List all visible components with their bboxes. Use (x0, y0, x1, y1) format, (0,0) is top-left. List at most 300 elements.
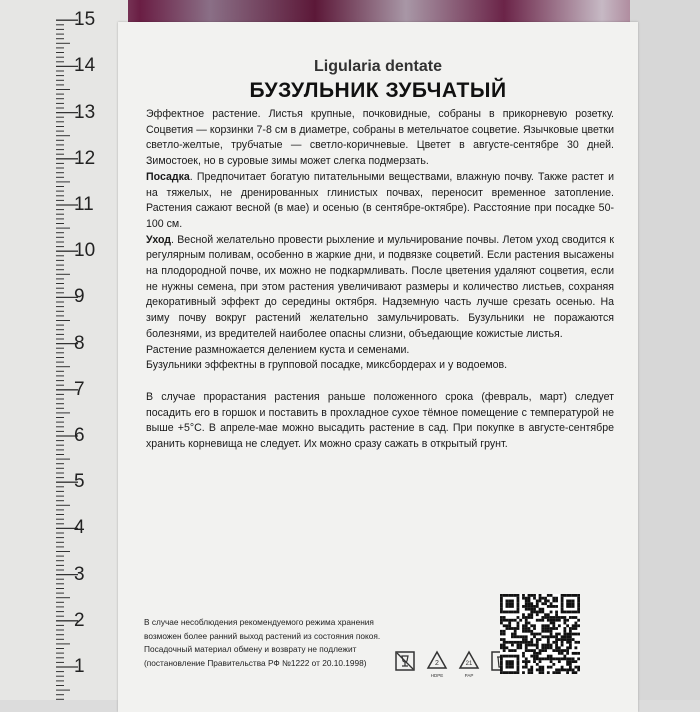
qr-module (500, 622, 503, 625)
qr-module (525, 602, 528, 605)
qr-module (536, 663, 539, 666)
qr-module (511, 660, 514, 663)
qr-module (577, 652, 580, 655)
qr-module (525, 605, 528, 608)
qr-module (569, 602, 572, 605)
qr-module (525, 627, 528, 630)
qr-module (503, 633, 506, 636)
qr-module (558, 660, 561, 663)
qr-module (572, 605, 575, 608)
qr-module (539, 619, 542, 622)
qr-module (536, 605, 539, 608)
qr-module (539, 608, 542, 611)
qr-module (552, 635, 555, 638)
qr-module (552, 597, 555, 600)
qr-module (511, 655, 514, 658)
no-glass-icon (394, 650, 416, 680)
qr-module (517, 635, 520, 638)
qr-module (539, 657, 542, 660)
qr-module (577, 600, 580, 603)
qr-module (511, 619, 514, 622)
qr-module (522, 613, 525, 616)
qr-module (544, 657, 547, 660)
qr-module (539, 597, 542, 600)
qr-module (506, 671, 509, 674)
qr-module (563, 657, 566, 660)
qr-module (500, 663, 503, 666)
qr-module (500, 619, 503, 622)
qr-module (547, 671, 550, 674)
qr-module (511, 635, 514, 638)
qr-module (550, 627, 553, 630)
qr-module (577, 608, 580, 611)
qr-module (528, 616, 531, 619)
qr-module (533, 605, 536, 608)
qr-module (544, 613, 547, 616)
qr-module (574, 666, 577, 669)
latin-name: Ligularia dentate (313, 58, 443, 75)
qr-module (525, 644, 528, 647)
qr-module (503, 649, 506, 652)
qr-module (550, 616, 553, 619)
qr-module (569, 644, 572, 647)
qr-module (506, 594, 509, 597)
qr-module (536, 641, 539, 644)
qr-module (506, 666, 509, 669)
planting-text: . Предпочитает богатую питательными веществами, влажную почву. Также растет и на тяжелых, не дренированных глинистых почвах, переносит временное затопление. Растения сажают весной (в мае) и осенью (в сентябре-октябре). Расстояние при посадке 50-100 см. (146, 170, 614, 230)
qr-module (577, 657, 580, 660)
qr-module (517, 627, 520, 630)
qr-module (555, 613, 558, 616)
qr-module (536, 644, 539, 647)
qr-module (517, 657, 520, 660)
qr-module (550, 657, 553, 660)
ruler-number: 9 (74, 286, 85, 308)
qr-module (500, 597, 503, 600)
qr-module (558, 657, 561, 660)
qr-module (517, 594, 520, 597)
qr-module (525, 666, 528, 669)
qr-module (533, 660, 536, 663)
qr-module (539, 666, 542, 669)
qr-module (528, 605, 531, 608)
qr-module (563, 611, 566, 614)
qr-module (525, 663, 528, 666)
qr-module (574, 646, 577, 649)
qr-module (506, 619, 509, 622)
qr-module (550, 611, 553, 614)
qr-module (522, 641, 525, 644)
recycling-icons (394, 650, 512, 682)
qr-module (528, 627, 531, 630)
qr-module (547, 638, 550, 641)
qr-module (511, 649, 514, 652)
qr-module (530, 608, 533, 611)
qr-module (547, 594, 550, 597)
qr-module (514, 641, 517, 644)
qr-module (569, 605, 572, 608)
qr-module (500, 666, 503, 669)
qr-module (508, 622, 511, 625)
qr-module (525, 616, 528, 619)
qr-module (555, 633, 558, 636)
qr-module (500, 594, 503, 597)
qr-module (514, 635, 517, 638)
qr-module (517, 597, 520, 600)
qr-module (541, 666, 544, 669)
qr-module (541, 602, 544, 605)
qr-module (563, 630, 566, 633)
qr-module (500, 608, 503, 611)
qr-module (511, 611, 514, 614)
qr-module (572, 671, 575, 674)
qr-module (511, 641, 514, 644)
qr-module (569, 611, 572, 614)
qr-module (550, 655, 553, 658)
qr-module (525, 646, 528, 649)
qr-module (503, 624, 506, 627)
qr-module (569, 666, 572, 669)
qr-module (555, 635, 558, 638)
qr-module (572, 660, 575, 663)
qr-module (503, 641, 506, 644)
qr-module (506, 600, 509, 603)
qr-module (508, 666, 511, 669)
qr-module (569, 638, 572, 641)
qr-module (541, 619, 544, 622)
qr-module (528, 594, 531, 597)
qr-module (530, 644, 533, 647)
qr-module (500, 668, 503, 671)
qr-module (563, 635, 566, 638)
qr-module (506, 627, 509, 630)
qr-module (511, 627, 514, 630)
qr-module (550, 602, 553, 605)
qr-module (558, 668, 561, 671)
qr-module (566, 635, 569, 638)
qr-module (517, 605, 520, 608)
qr-module (539, 660, 542, 663)
qr-module (572, 638, 575, 641)
intro-paragraph: Эффектное растение. Листья крупные, почковидные, собраны в прикорневую розетку. Соцветия — корзинки 7-8 см в диаметре, собраны в метельчатое соцветие. Язычковые цветки светло-желтые, трубчатые — светло-коричневые. Цветет в августе-сентябре 30 дней. Зимостоек, но в суровые зимы может слегка подмерзать. (146, 108, 614, 168)
qr-module (555, 657, 558, 660)
qr-module (528, 660, 531, 663)
qr-module (561, 638, 564, 641)
qr-module (555, 644, 558, 647)
qr-module (558, 652, 561, 655)
qr-module (539, 638, 542, 641)
qr-module (539, 600, 542, 603)
qr-module (577, 597, 580, 600)
qr-module (544, 635, 547, 638)
qr-module (530, 605, 533, 608)
qr-module (503, 616, 506, 619)
qr-module (503, 644, 506, 647)
qr-module (544, 602, 547, 605)
qr-module (533, 608, 536, 611)
qr-module (533, 635, 536, 638)
qr-module (511, 594, 514, 597)
qr-module (525, 660, 528, 663)
qr-module (536, 638, 539, 641)
ruler-number: 14 (74, 55, 96, 77)
qr-module (541, 657, 544, 660)
recycle-hdpe-icon: 2 HDPE (426, 650, 448, 680)
qr-module (539, 611, 542, 614)
qr-module (536, 652, 539, 655)
qr-module (550, 646, 553, 649)
qr-module (577, 619, 580, 622)
qr-module (577, 641, 580, 644)
qr-module (547, 600, 550, 603)
qr-module (525, 608, 528, 611)
qr-module (547, 616, 550, 619)
qr-module (552, 605, 555, 608)
qr-module (550, 644, 553, 647)
qr-module (500, 616, 503, 619)
qr-module (547, 657, 550, 660)
qr-module (569, 668, 572, 671)
qr-module (533, 627, 536, 630)
qr-module (555, 668, 558, 671)
qr-module (563, 655, 566, 658)
qr-module (561, 600, 564, 603)
qr-module (541, 624, 544, 627)
legal-line: В случае несоблюдения рекомендуемого режима хранения (144, 617, 374, 627)
qr-module (536, 619, 539, 622)
qr-module (533, 597, 536, 600)
qr-module (519, 644, 522, 647)
legal-line: (постановление Правительства РФ №1222 от 20.10.1998) (144, 657, 367, 668)
qr-module (577, 624, 580, 627)
qr-module (574, 671, 577, 674)
qr-module (547, 655, 550, 658)
qr-module (547, 613, 550, 616)
qr-module (536, 600, 539, 603)
qr-module (569, 616, 572, 619)
qr-module (574, 624, 577, 627)
qr-module (552, 663, 555, 666)
qr-module (511, 633, 514, 636)
qr-module (566, 671, 569, 674)
qr-module (569, 663, 572, 666)
qr-module (566, 624, 569, 627)
qr-module (525, 641, 528, 644)
qr-module (569, 600, 572, 603)
qr-module (530, 616, 533, 619)
qr-module (522, 597, 525, 600)
qr-module (522, 627, 525, 630)
legal-line: Посадочный материал обмену и возврату не подлежит (144, 644, 357, 654)
qr-module (566, 668, 569, 671)
qr-module (566, 663, 569, 666)
ruler-number: 3 (74, 563, 85, 585)
qr-module (547, 635, 550, 638)
qr-module (514, 611, 517, 614)
qr-module (550, 633, 553, 636)
qr-module (525, 619, 528, 622)
qr-module (514, 619, 517, 622)
qr-module (558, 671, 561, 674)
qr-module (500, 671, 503, 674)
qr-module (558, 646, 561, 649)
qr-module (574, 641, 577, 644)
qr-module (517, 622, 520, 625)
qr-module (525, 657, 528, 660)
qr-module (544, 646, 547, 649)
qr-module (530, 655, 533, 658)
qr-module (563, 649, 566, 652)
qr-module (544, 597, 547, 600)
qr-module (511, 671, 514, 674)
qr-module (574, 611, 577, 614)
qr-module (530, 666, 533, 669)
qr-module (569, 641, 572, 644)
qr-module (561, 668, 564, 671)
qr-module (566, 633, 569, 636)
qr-module (566, 594, 569, 597)
qr-module (514, 627, 517, 630)
qr-module (514, 630, 517, 633)
product-title: БУЗУЛЬНИК ЗУБЧАТЫЙ (249, 79, 507, 102)
qr-module (530, 624, 533, 627)
qr-module (566, 619, 569, 622)
qr-module (517, 655, 520, 658)
qr-module (563, 638, 566, 641)
qr-module (563, 594, 566, 597)
qr-module (547, 605, 550, 608)
qr-module (561, 666, 564, 669)
qr-module (517, 611, 520, 614)
qr-module (558, 638, 561, 641)
qr-module (574, 660, 577, 663)
planting-label: Посадка (146, 170, 190, 183)
qr-module (569, 657, 572, 660)
sprouting-note: В случае прорастания растения раньше положенного срока (февраль, март) следует посадить его в горшок и поставить в прохладное сухое тёмное помещение с температурой не выше +5°С. В апреле-мае можно высадить растение в сад. При покупке в августе-сентябре хранить корневища не следует. Их можно сразу сажать в открытый грунт. (146, 390, 614, 451)
qr-module (530, 638, 533, 641)
propagation-paragraph: Растение размножается делением куста и семенами. (146, 343, 410, 356)
qr-module (561, 641, 564, 644)
qr-module (566, 605, 569, 608)
qr-module (530, 602, 533, 605)
qr-module (522, 605, 525, 608)
qr-module (508, 594, 511, 597)
qr-module (569, 635, 572, 638)
qr-module (525, 649, 528, 652)
qr-module (574, 627, 577, 630)
qr-module (522, 594, 525, 597)
qr-module (528, 613, 531, 616)
qr-module (572, 624, 575, 627)
qr-module (508, 649, 511, 652)
qr-module (517, 666, 520, 669)
qr-module (539, 671, 542, 674)
qr-module (517, 671, 520, 674)
qr-module (511, 602, 514, 605)
qr-module (508, 602, 511, 605)
qr-module (577, 611, 580, 614)
qr-module (528, 622, 531, 625)
qr-module (508, 605, 511, 608)
qr-module (572, 657, 575, 660)
qr-module (541, 627, 544, 630)
qr-module (528, 597, 531, 600)
qr-module (522, 630, 525, 633)
qr-module (506, 663, 509, 666)
qr-module (536, 613, 539, 616)
qr-module (500, 660, 503, 663)
qr-module (500, 657, 503, 660)
qr-module (558, 633, 561, 636)
qr-module (539, 652, 542, 655)
qr-module (547, 646, 550, 649)
qr-module (517, 624, 520, 627)
qr-module (511, 663, 514, 666)
qr-module (522, 655, 525, 658)
qr-module (577, 668, 580, 671)
qr-module (569, 646, 572, 649)
qr-module (533, 624, 536, 627)
qr-module (503, 619, 506, 622)
qr-module (536, 657, 539, 660)
qr-module (500, 605, 503, 608)
qr-module (514, 655, 517, 658)
qr-module (544, 616, 547, 619)
qr-module (536, 602, 539, 605)
svg-text:2: 2 (435, 660, 439, 667)
qr-module (536, 668, 539, 671)
qr-module (506, 602, 509, 605)
qr-module (517, 646, 520, 649)
qr-module (550, 594, 553, 597)
qr-module (544, 600, 547, 603)
qr-module (508, 624, 511, 627)
qr-module (566, 649, 569, 652)
qr-module (561, 635, 564, 638)
qr-module (563, 616, 566, 619)
qr-module (569, 627, 572, 630)
qr-module (522, 638, 525, 641)
usage-paragraph: Бузульники эффектны в групповой посадке, миксбордерах и у водоемов. (146, 359, 508, 372)
legal-notice (144, 616, 414, 670)
qr-module (517, 641, 520, 644)
qr-module (506, 641, 509, 644)
qr-module (503, 611, 506, 614)
qr-module (508, 641, 511, 644)
qr-module (541, 649, 544, 652)
qr-module (519, 635, 522, 638)
qr-module (514, 633, 517, 636)
qr-module (561, 616, 564, 619)
qr-module (522, 652, 525, 655)
qr-module (503, 671, 506, 674)
ruler-number: 10 (74, 240, 96, 262)
qr-module (525, 624, 528, 627)
qr-module (544, 627, 547, 630)
qr-module (550, 605, 553, 608)
ruler-number: 1 (74, 656, 85, 677)
qr-module (517, 644, 520, 647)
qr-module (541, 635, 544, 638)
qr-module (514, 594, 517, 597)
qr-module (552, 600, 555, 603)
qr-module (525, 635, 528, 638)
qr-module (541, 671, 544, 674)
qr-module (555, 600, 558, 603)
qr-module (525, 597, 528, 600)
qr-module (552, 649, 555, 652)
qr-module (514, 671, 517, 674)
